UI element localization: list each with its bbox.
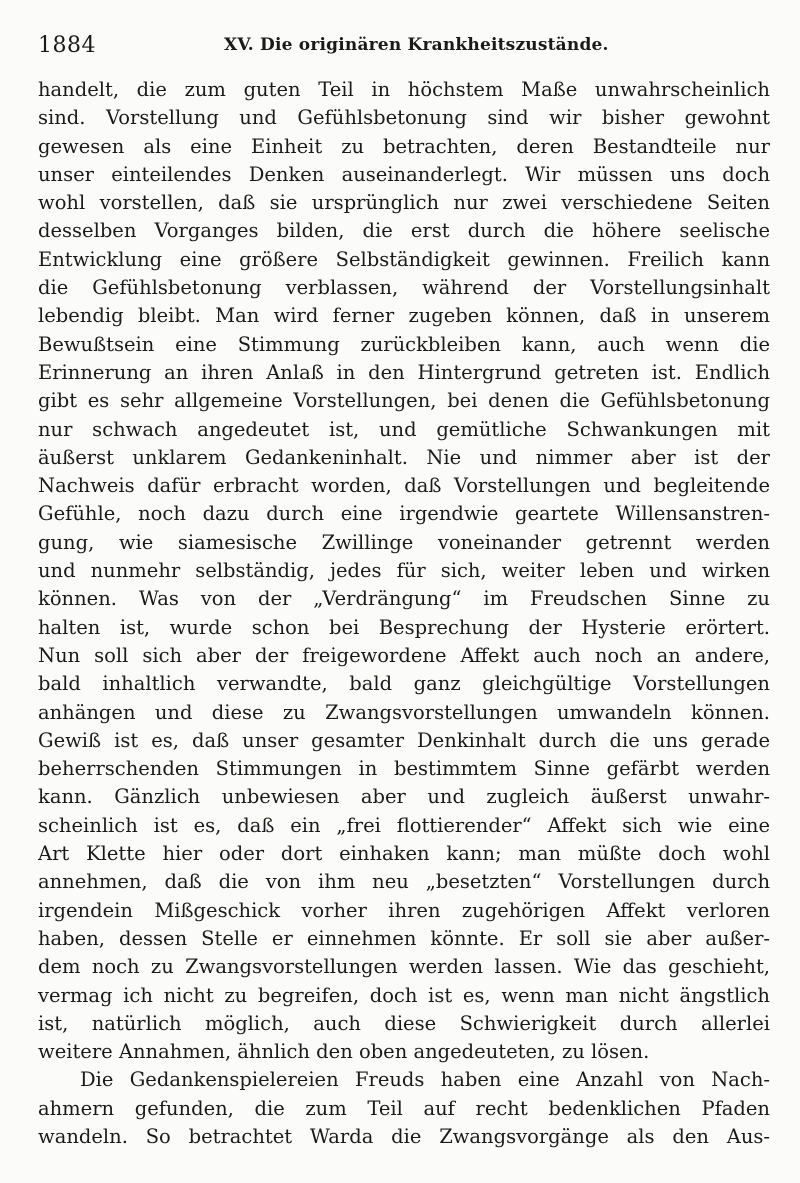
text-line: Art Klette hier oder dort einhaken kann; man müßte doch wohl bbox=[38, 842, 770, 866]
body-text bbox=[38, 76, 770, 1151]
text-line: beherrschenden Stimmungen in bestimmtem Sinne gefärbt werden bbox=[38, 757, 770, 781]
text-line: wohl vorstellen, daß sie ursprünglich nur zwei verschiedene Seiten bbox=[38, 191, 770, 215]
text-line: handelt, die zum guten Teil in höchstem Maße unwahrscheinlich bbox=[38, 78, 770, 101]
text-line: Nun soll sich aber der freigewordene Affekt auch noch an andere, bbox=[38, 643, 770, 667]
text-line: Die Gedankenspielereien Freuds haben eine Anzahl von Nach- bbox=[80, 1068, 770, 1092]
text-line: dem noch zu Zwangsvorstellungen werden lassen. Wie das geschieht, bbox=[38, 955, 770, 979]
text-line: nur schwach angedeutet ist, und gemütliche Schwankungen mit bbox=[38, 417, 770, 441]
text-line: Gefühle, noch dazu durch eine irgendwie geartete Willensanstren- bbox=[38, 502, 770, 526]
page-number: 1884 bbox=[38, 33, 96, 58]
page-header bbox=[38, 33, 778, 59]
text-line: und nunmehr selbständig, jedes für sich, weiter leben und wirken bbox=[38, 559, 770, 583]
text-line: Entwicklung eine größere Selbständigkeit gewinnen. Freilich kann bbox=[38, 247, 770, 271]
text-line: äußerst unklarem Gedankeninhalt. Nie und nimmer aber ist der bbox=[38, 445, 770, 469]
text-line: Nachweis dafür erbracht worden, daß Vorstellungen und begleitende bbox=[38, 474, 770, 498]
text-line: annehmen, daß die von ihm neu „besetzten“ Vorstellungen durch bbox=[38, 870, 770, 894]
text-line: halten ist, wurde schon bei Besprechung der Hysterie erörtert. bbox=[38, 615, 770, 639]
text-line: irgendein Mißgeschick vorher ihren zugehörigen Affekt verloren bbox=[38, 898, 770, 922]
text-line: ahmern gefunden, die zum Teil auf recht bedenklichen Pfaden bbox=[38, 1096, 770, 1120]
running-head: XV. Die originären Krankheitszustände. bbox=[224, 35, 609, 55]
text-line: Bewußtsein eine Stimmung zurückbleiben kann, auch wenn die bbox=[38, 332, 770, 356]
text-line: die Gefühlsbetonung verblassen, während der Vorstellungsinhalt bbox=[38, 276, 770, 300]
text-line: bald inhaltlich verwandte, bald ganz gleichgültige Vorstellungen bbox=[38, 672, 770, 696]
text-line: unser einteilendes Denken auseinanderlegt. Wir müssen uns doch bbox=[38, 162, 770, 186]
text-line: vermag ich nicht zu begreifen, doch ist es, wenn man nicht ängstlich bbox=[38, 983, 770, 1007]
text-line: gibt es sehr allgemeine Vorstellungen, bei denen die Gefühlsbetonung bbox=[38, 389, 770, 413]
text-line: ist, natürlich möglich, auch diese Schwierigkeit durch allerlei bbox=[38, 1011, 770, 1035]
text-line: können. Was von der „Verdrängung“ im Freudschen Sinne zu bbox=[38, 587, 770, 611]
text-line: anhängen und diese zu Zwangsvorstellungen umwandeln können. bbox=[38, 700, 770, 724]
text-line: weitere Annahmen, ähnlich den oben angedeuteten, zu lösen. bbox=[38, 1040, 650, 1064]
text-line: Erinnerung an ihren Anlaß in den Hintergrund getreten ist. Endlich bbox=[38, 360, 770, 384]
text-line: Gewiß ist es, daß unser gesamter Denkinhalt durch die uns gerade bbox=[38, 728, 770, 752]
text-line: kann. Gänzlich unbewiesen aber und zugleich äußerst unwahr- bbox=[38, 785, 770, 809]
text-line: wandeln. So betrachtet Warda die Zwangsvorgänge als den Aus- bbox=[38, 1124, 770, 1148]
text-line: sind. Vorstellung und Gefühlsbetonung sind wir bisher gewohnt bbox=[38, 106, 770, 130]
text-line: lebendig bleibt. Man wird ferner zugeben können, daß in unserem bbox=[38, 304, 770, 328]
text-line: haben, dessen Stelle er einnehmen könnte. Er soll sie aber außer- bbox=[38, 926, 770, 950]
text-line: desselben Vorganges bilden, die erst durch die höhere seelische bbox=[38, 219, 770, 243]
text-line: gung, wie siamesische Zwillinge voneinander getrennt werden bbox=[38, 530, 770, 554]
text-line: scheinlich ist es, daß ein „frei flottierender“ Affekt sich wie eine bbox=[38, 813, 770, 837]
text-line: gewesen als eine Einheit zu betrachten, deren Bestandteile nur bbox=[38, 134, 770, 158]
